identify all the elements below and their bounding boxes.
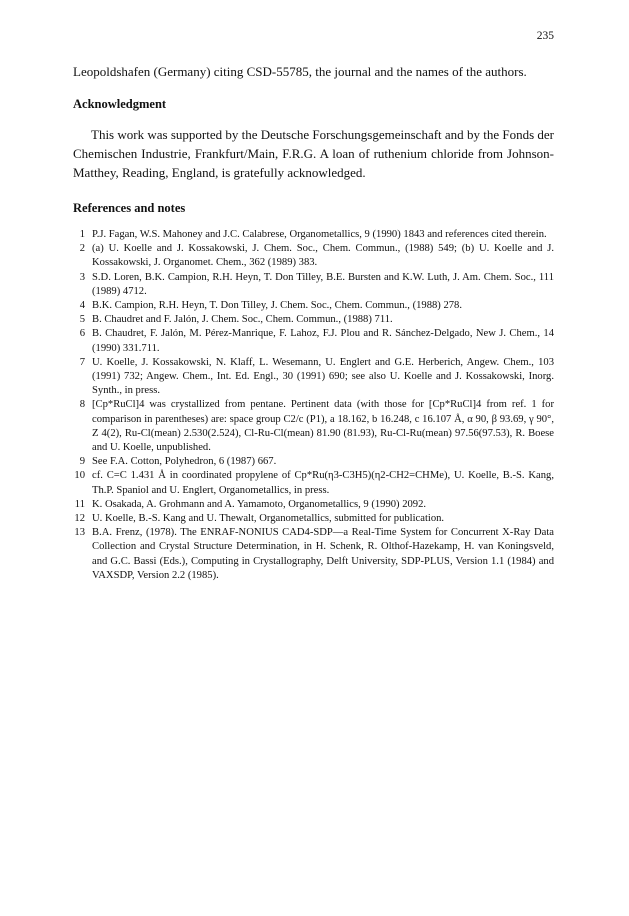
reference-item bbox=[73, 526, 554, 583]
reference-number: 6 bbox=[79, 328, 85, 340]
reference-item bbox=[73, 228, 554, 242]
reference-number: 10 bbox=[74, 470, 85, 482]
reference-item bbox=[73, 398, 554, 455]
continuation-paragraph: Leopoldshafen (Germany) citing CSD-55785, the journal and the names of the authors. bbox=[73, 64, 527, 79]
reference-number: 1 bbox=[79, 229, 85, 240]
reference-number: 3 bbox=[79, 271, 85, 283]
reference-text: B. Chaudret, F. Jalón, M. Pérez-Manrique, F. Lahoz, F.J. Plou and R. Sánchez-Delgado, New J. Chem., 14 (1990) 331.711. bbox=[92, 328, 554, 354]
reference-text: P.J. Fagan, W.S. Mahoney and J.C. Calabrese, Organometallics, 9 (1990) 1843 and references cited therein. bbox=[92, 229, 547, 240]
reference-item bbox=[73, 469, 554, 497]
reference-item bbox=[73, 327, 554, 355]
reference-text: K. Osakada, A. Grohmann and A. Yamamoto, Organometallics, 9 (1990) 2092. bbox=[92, 498, 427, 510]
reference-text: U. Koelle, J. Kossakowski, N. Klaff, L. Wesemann, U. Englert and G.E. Herberich, Angew. Chem., 103 (1991) 732; Angew. Chem., Int. Ed. Engl., 30 (1991) 690; see also U. Koelle and J. Kossakowski, Inorg. Synth., in press. bbox=[92, 356, 554, 397]
reference-number: 9 bbox=[79, 456, 85, 468]
reference-text: B. Chaudret and F. Jalón, J. Chem. Soc., Chem. Commun., (1988) 711. bbox=[92, 314, 393, 326]
acknowledgment-text: This work was supported by the Deutsche Forschungsgemeinschaft and by the Fonds der Chemischen Industrie, Frankfurt/Main, F.R.G. A loan of ruthenium chloride from Johnson-Matthey, Reading, England, is gratefully acknowledged. bbox=[73, 127, 554, 180]
reference-item bbox=[73, 242, 554, 270]
reference-number: 2 bbox=[79, 243, 85, 255]
reference-text: [Cp*RuCl]4 was crystallized from pentane. Pertinent data (with those for [Cp*RuCl]4 from ref. 1 for comparison in parentheses) are: space group C2/c (P1), a 18.162, b 16.248, c 16.107 Å, α 90, β 93.69, γ 90°, Z 4(2), Ru-Cl(mean) 2.530(2.524), Cl-Ru-Cl(mean) 81.90 (81.93), Ru-Cl-Ru(mean) 97.56(97.53), R. Boese and U. Koelle, unpublished. bbox=[92, 399, 554, 454]
reference-number: 13 bbox=[74, 527, 85, 539]
reference-item bbox=[73, 299, 554, 313]
reference-number: 7 bbox=[79, 356, 85, 368]
references-heading: References and notes bbox=[73, 201, 186, 215]
reference-text: U. Koelle, B.-S. Kang and U. Thewalt, Organometallics, submitted for publication. bbox=[92, 513, 445, 525]
reference-text: S.D. Loren, B.K. Campion, R.H. Heyn, T. Don Tilley, B.E. Bursten and K.W. Luth, J. Am. Chem. Soc., 111 (1989) 4712. bbox=[92, 271, 554, 297]
reference-text: B.K. Campion, R.H. Heyn, T. Don Tilley, J. Chem. Soc., Chem. Commun., (1988) 278. bbox=[92, 300, 463, 312]
reference-item bbox=[73, 313, 554, 327]
reference-item bbox=[73, 512, 554, 526]
reference-number: 4 bbox=[79, 300, 85, 312]
reference-item bbox=[73, 498, 554, 512]
reference-text: cf. C=C 1.431 Å in coordinated propylene of Cp*Ru(η3-C3H5)(η2-CH2=CHMe), U. Koelle, B.-S. Kang, Th.P. Spaniol and U. Englert, Organometallics, in press. bbox=[92, 470, 554, 496]
reference-text: (a) U. Koelle and J. Kossakowski, J. Chem. Soc., Chem. Commun., (1988) 549; (b) U. Koelle and J. Kossakowski, J. Organomet. Chem., 362 (1989) 383. bbox=[92, 243, 554, 269]
reference-number: 8 bbox=[79, 399, 85, 411]
page-content bbox=[73, 62, 554, 583]
page-number: 235 bbox=[536, 30, 554, 42]
acknowledgment-heading: Acknowledgment bbox=[73, 97, 167, 111]
reference-number: 11 bbox=[74, 498, 85, 510]
reference-list bbox=[73, 228, 554, 583]
reference-number: 5 bbox=[79, 314, 85, 326]
reference-text: See F.A. Cotton, Polyhedron, 6 (1987) 667. bbox=[92, 456, 277, 468]
reference-item bbox=[73, 271, 554, 299]
reference-number: 12 bbox=[74, 513, 85, 525]
reference-item bbox=[73, 356, 554, 399]
reference-item bbox=[73, 455, 554, 469]
reference-text: B.A. Frenz, (1978). The ENRAF-NONIUS CAD4-SDP—a Real-Time System for Concurrent X-Ray Data Collection and Crystal Structure Determination, in H. Schenk, R. Olthof-Hazekamp, H. van Koningsveld, and G.C. Bassi (Eds.), Computing in Crystallography, Delft University, SDP-PLUS, Version 1.1 (1984) and VAXSDP, Version 2.2 (1985). bbox=[92, 527, 554, 581]
